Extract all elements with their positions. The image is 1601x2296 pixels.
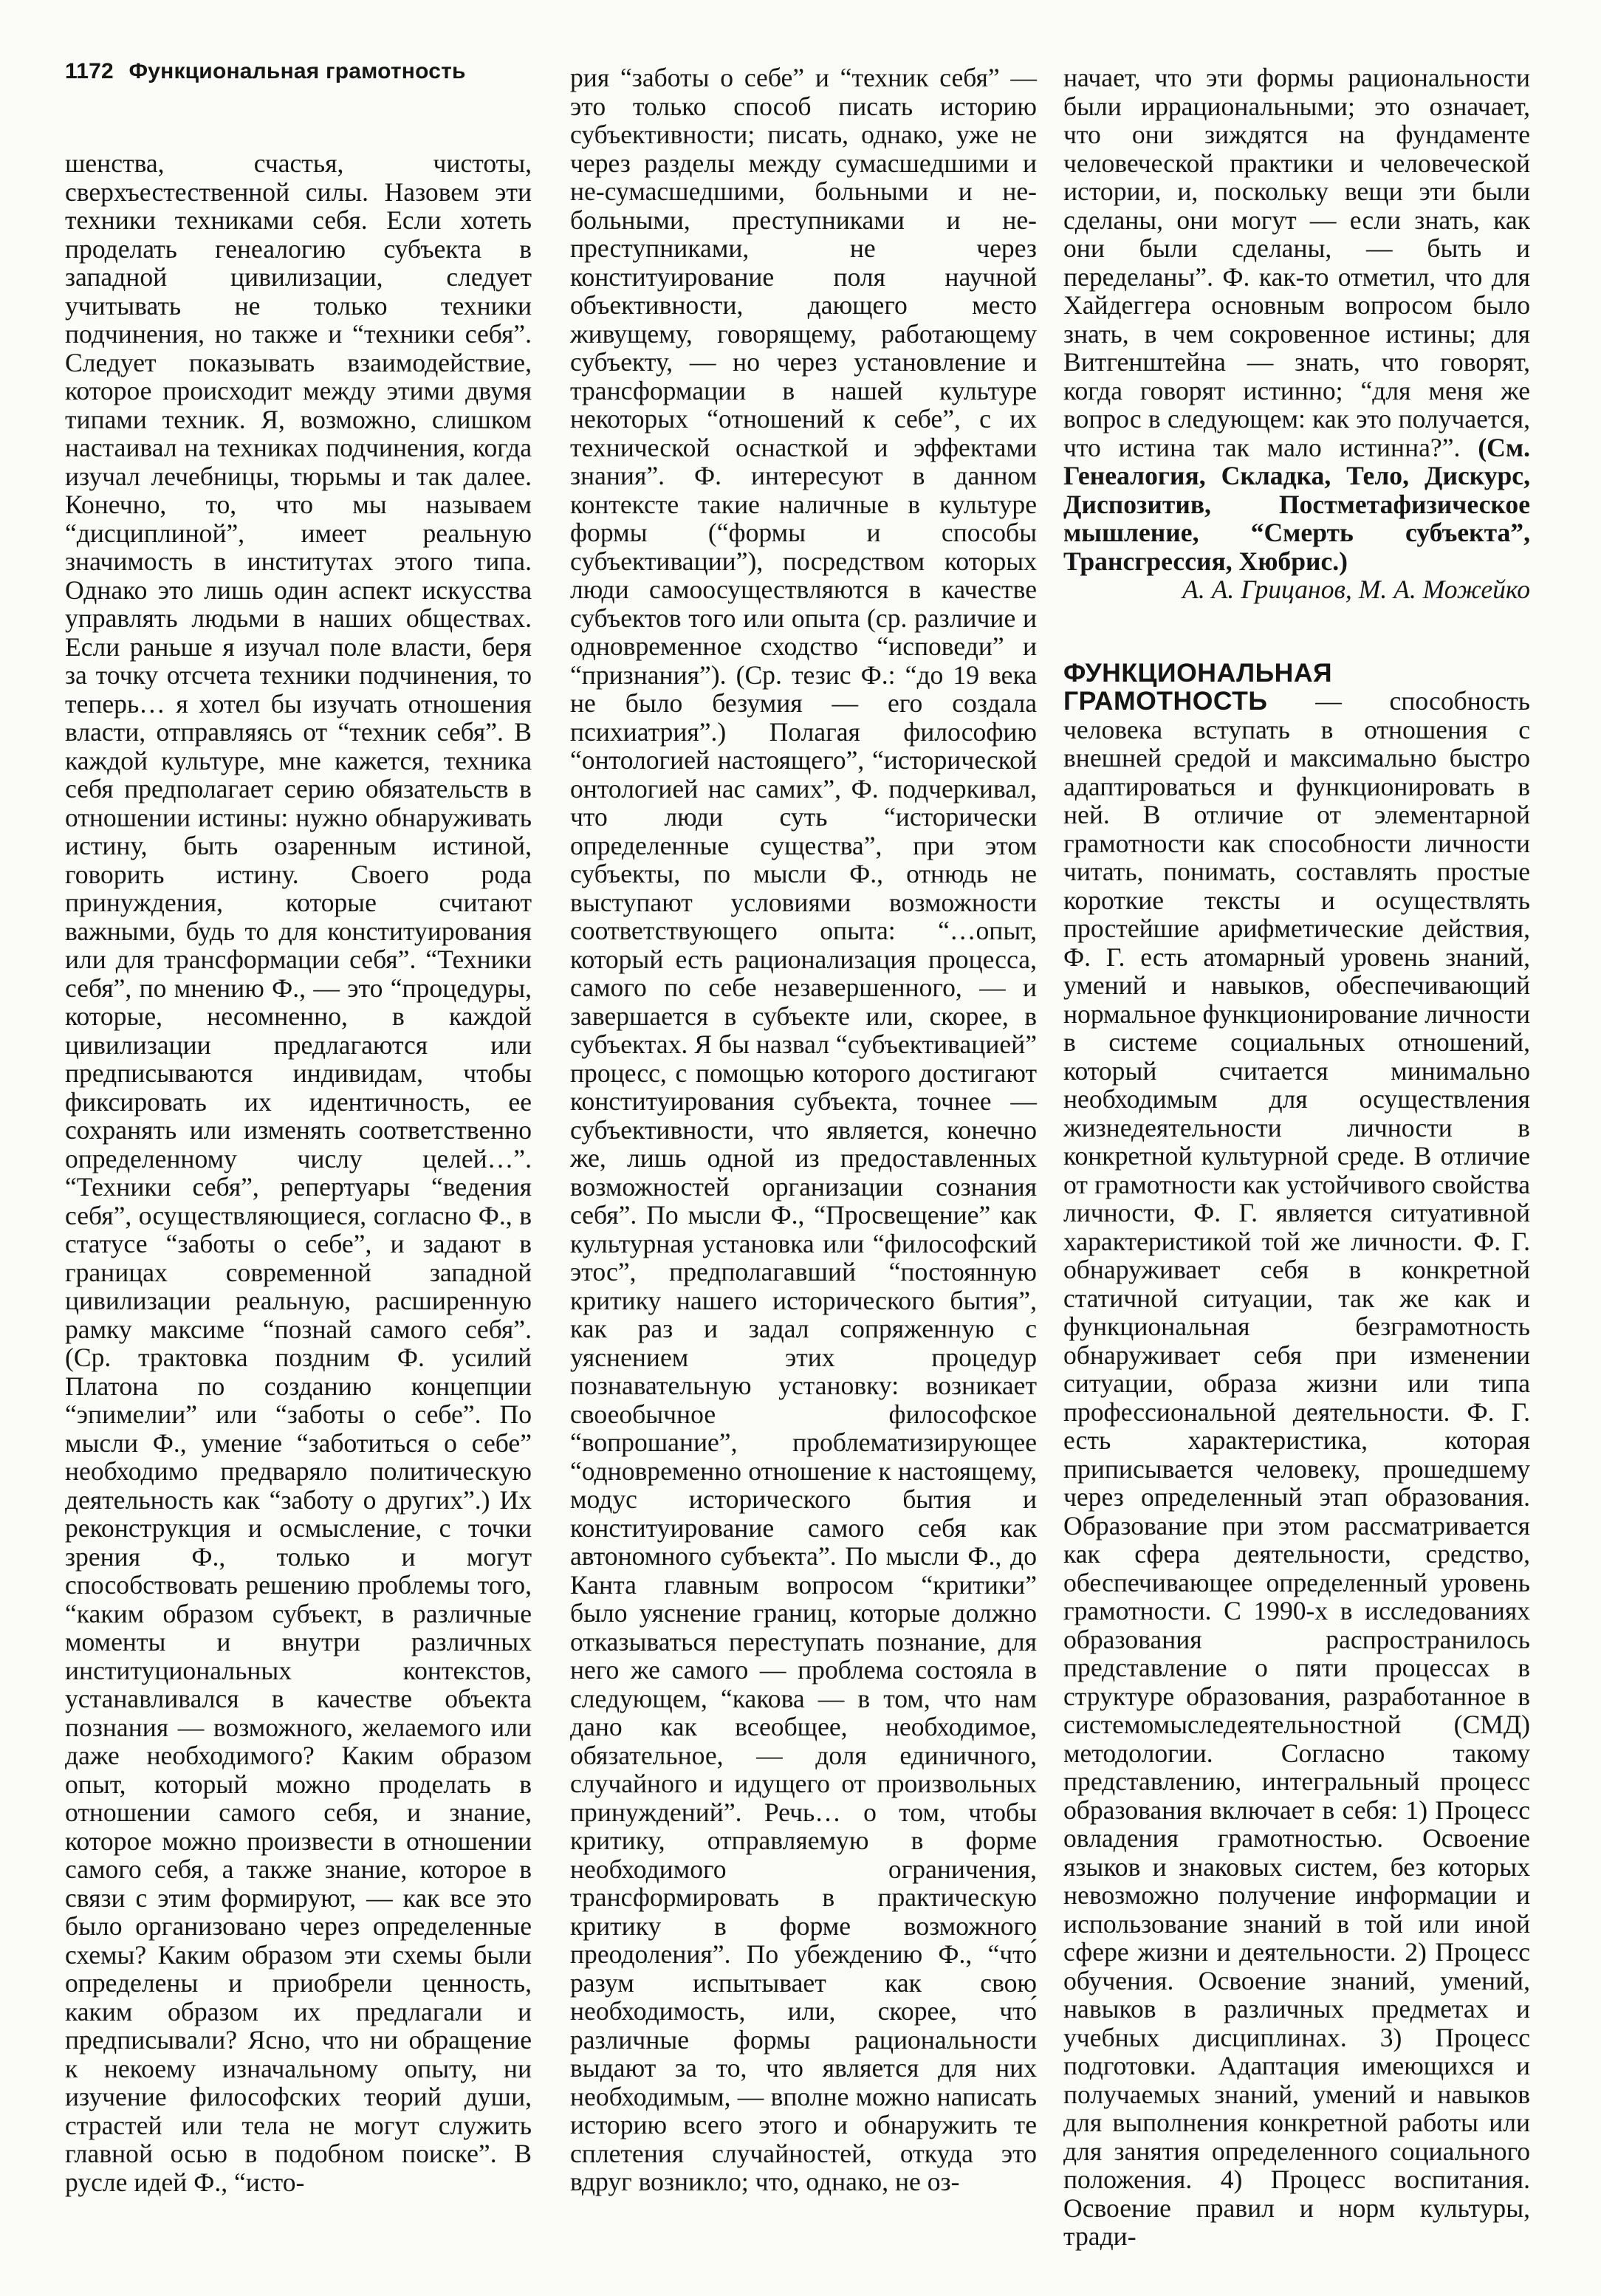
dictionary-entry	[1063, 659, 1530, 2251]
column-1-text: шенства, счастья, чистоты, сверхъестественной силы. Назовем эти техники техниками себя. Если хотеть проделать генеалогию субъекта в западной цивилизации, следует учитывать не только техники подчинения, но также и “техники себя”. Следует показывать взаимодействие, которое происходит между этими двумя типами техник. Я, возможно, слишком настаивал на техниках подчинения, когда изучал лечебницы, тюрьмы и так далее. Конечно, то, что мы называем “дисциплиной”, имеет реальную значимость в институтах этого типа. Однако это лишь один аспект искусства управлять людьми в наших обществах. Если раньше я изучал поле власти, беря за точку отсчета техники подчинения, то теперь… я хотел бы изучать отношения власти, отправляясь от “техник себя”. В каждой культуре, мне кажется, техника себя предполагает серию обязательств в отношении истины: нужно обнаруживать истину, быть озаренным истиной, говорить истину. Своего рода принуждения, которые считают важными, будь то для конституирования или для трансформации себя”. “Техники себя”, по мнению Ф., — это “процедуры, которые, несомненно, в каждой цивилизации предлагаются или предписываются индивидам, чтобы фиксировать их идентичность, ее сохранять или изменять соответственно определенному числу целей…”. “Техники себя”, репертуары “ведения себя”, осуществляющиеся, согласно Ф., в статусе “заботы о себе”, и задают в границах современной западной цивилизации реальную, расширенную рамку максиме “познай самого себя”. (Ср. трактовка поздним Ф. усилий Платона по созданию концепции “эпимелии” или “заботы о себе”. По мысли Ф., умение “заботиться о себе” необходимо предваряло политическую деятельность как “заботу о других”.) Их реконструкция и осмысление, с точки зрения Ф., только и могут способствовать решению проблемы того, “каким образом субъект, в различные моменты и внутри различных институциональных контекстов, устанавливался в качестве объекта познания — возможного, желаемого или даже необходимого? Каким образом опыт, который можно проделать в отношении самого себя, и знание, которое можно произвести в отношении самого себя, а также знание, которое в связи с этим формируют, — как все это было организовано через определенные схемы? Каким образом эти схемы были определены и приобрели ценность, каким образом их предлагали и предписывали? Ясно, что ни обращение к некоему изначальному опыту, ни изучение философских теорий души, страстей или тела не могут служить главной осью в подобном поиске”. В русле идей Ф., “исто-	[65, 148, 532, 2197]
article-authors: А. А. Грицанов, М. А. Можейко	[1182, 575, 1530, 604]
column-2-text: рия “заботы о себе” и “техник себя” — это только способ писать историю субъективности; писать, однако, уже не через разделы между сумасшедшими и не-сумасшедшими, больными и не-больными, преступниками и не-преступниками, не через конституирование поля научной объективности, дающего место живущему, говорящему, работающему субъекту, — но через установление и трансформации в нашей культуре некоторых “отношений к себе”, с их технической оснасткой и эффектами знания”. Ф. интересуют в данном контексте такие наличные в культуре формы (“формы и способы субъективации”), посредством которых люди самоосуществляются в качестве субъектов того или опыта (ср. различие и одновременное сходство “исповеди” и “признания”). (Ср. тезис Ф.: “до 19 века не было безумия — его создала психиатрия”.) Полагая философию “онтологией настоящего”, “исторической онтологией нас самих”, Ф. подчеркивал, что люди суть “исторически определенные существа”, при этом субъекты, по мысли Ф., отнюдь не выступают условиями возможности соответствующего опыта: “…опыт, который есть рационализация процесса, самого по себе незавершенного, — и завершается в субъекте или, скорее, в субъектах. Я бы назвал “субъективацией” процесс, с помощью которого достигают конституирования субъекта, точнее — субъективности, что является, конечно же, лишь одной из предоставленных возможностей организации сознания себя”. По мысли Ф., “Просвещение” как культурная установка или “философский этос”, предполагавший “постоянную критику нашего исторического бытия”, как раз и задал сопряженную с уяснением этих процедур познавательную установку: возникает своеобычное философское “вопрошание”, проблематизирующее “одновременно отношение к настоящему, модус исторического бытия и конституирование самого себя как автономного субъекта”. По мысли Ф., до Канта главным вопросом “критики” было уяснение границ, которые должно отказываться переступать познание, для него же самого — проблема состояла в следующем, “какова — в том, что нам дано как всеобщее, необходимое, обязательное, — доля единичного, случайного и идущего от произвольных принуждений”. Речь… о том, чтобы критику, отправляемую в форме необходимого ограничения, трансформировать в практическую критику в форме возможного преодоления”. По убеждению Ф., “что́ разум испытывает как свою необходимость, или, скорее, что́ различные формы рациональности выдают за то, что является для них необходимым, — вполне можно написать историю всего этого и обнаружить те сплетения случайностей, откуда это вдруг возникло; что, однако, не оз-	[570, 63, 1037, 2196]
entry-separator	[1063, 604, 1530, 659]
see-also-references: (См. Генеалогия, Складка, Тело, Дискурс, Диспозитив, Постметафизическое мышление, “Смерть субъекта”, Трансгрессия, Хюбрис.)	[1063, 432, 1530, 576]
text-column-3	[1063, 64, 1530, 2251]
entry-definition: — способность человека вступать в отношения с внешней средой и максимально быстро адаптироваться и функционировать в ней. В отличие от элементарной грамотности как способности личности читать, понимать, составлять простые короткие тексты и осуществлять простейшие арифметические действия, Ф. Г. есть атомарный уровень знаний, умений и навыков, обеспечивающий нормальное функционирование личности в системе социальных отношений, который считается минимально необходимым для осуществления жизнедеятельности личности в конкретной культурной среде. В отличие от грамотности как устойчивого свойства личности, Ф. Г. является ситуативной характеристикой той же личности. Ф. Г. обнаруживает себя в конкретной статичной ситуации, так же как и функциональная безграмотность обнаруживает себя при изменении ситуации, образа жизни или типа профессиональной деятельности. Ф. Г. есть характеристика, которая приписывается человеку, прошедшему через определенный этап образования. Образование при этом рассматривается как сфера деятельности, средство, обеспечивающее определенный уровень грамотности. С 1990-х в исследованиях образования распространилось представление о пяти процессах в структуре образования, разработанное в системомыследеятельностной (СМД) методологии. Согласно такому представлению, интегральный процесс образования включает в себя: 1) Процесс овладения грамотностью. Освоение языков и знаковых систем, без которых невозможно получение информации и использование знаний в той или иной сфере жизни и деятельности. 2) Процесс обучения. Освоение знаний, умений, навыков в различных предметах и учебных дисциплинах. 3) Процесс подготовки. Адаптация имеющихся и получаемых знаний, умений и навыков для выполнения конкретной работы или для занятия определенного социального положения. 4) Процесс воспитания. Освоение правил и норм культуры, тради-	[1063, 686, 1530, 2251]
column-3-continuation	[1063, 64, 1530, 575]
running-head-title: Функциональная грамотность	[128, 59, 466, 83]
running-head	[65, 59, 466, 84]
text-column-2	[570, 64, 1037, 2196]
page-number: 1172	[65, 59, 114, 83]
entry-headword: ФУНКЦИОНАЛЬНАЯ ГРАМОТНОСТЬ	[1063, 657, 1333, 716]
text-column-1	[65, 149, 532, 2196]
column-3-text: начает, что эти формы рациональности были иррациональными; это означает, что они зиждятся на фундаменте человеческой практики и человеческой истории, и, поскольку вещи эти были сделаны, они могут — если знать, как они были сделаны, — быть и переделаны”. Ф. как-то отметил, что для Хайдеггера основным вопросом было знать, в чем сокровенное истины; для Витгенштейна — знать, что говорят, когда говорят истинно; “для меня же вопрос в следующем: как это получается, что истина так мало истинна?”.	[1063, 63, 1530, 462]
